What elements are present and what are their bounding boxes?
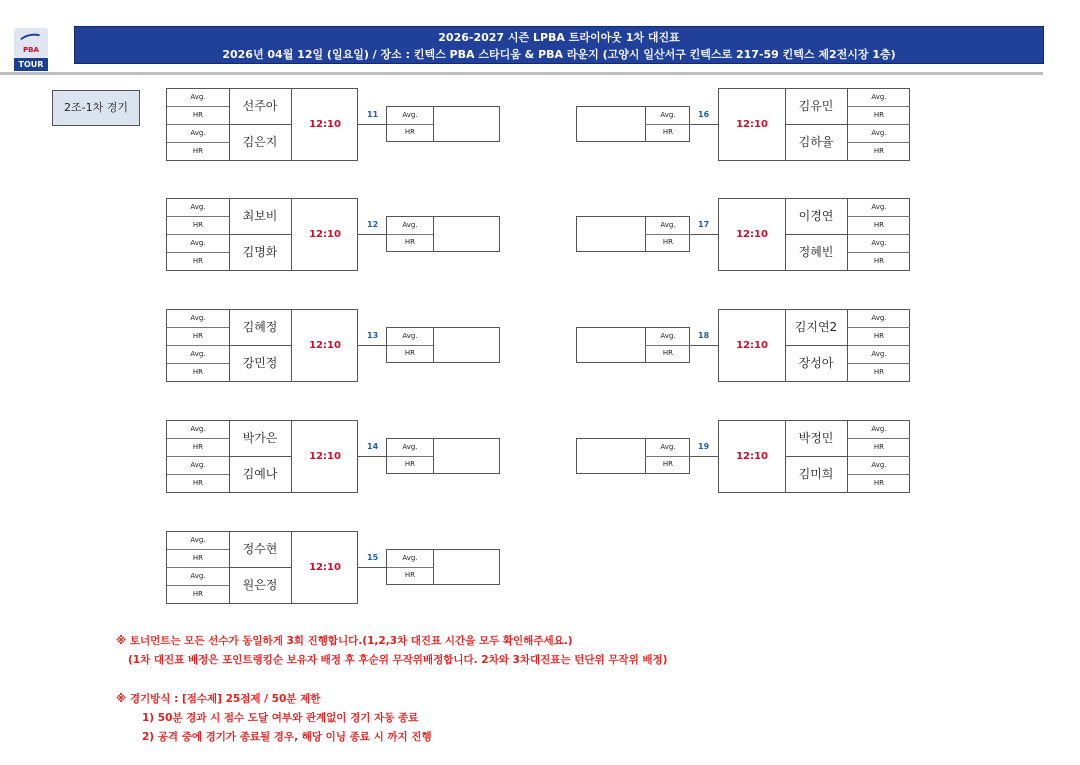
stat-label-avg: Avg. [848, 125, 910, 143]
match-grid [166, 198, 358, 271]
match-time: 12:10 [309, 119, 341, 130]
stat-label-hr: HR [192, 368, 204, 376]
match-number: 12 [367, 220, 379, 229]
winner-box [386, 438, 500, 474]
player-name: 정수현 [242, 542, 278, 556]
stat-label-avg: Avg. [167, 235, 229, 253]
stat-label-hr: HR [192, 479, 204, 487]
player-name: 박가은 [242, 431, 278, 445]
bracket-connector [358, 124, 386, 125]
stat-label-hr: HR [192, 147, 204, 155]
divider [433, 550, 434, 584]
stat-label-hr: HR [167, 107, 229, 125]
winner-box [576, 216, 690, 252]
match-14 [166, 420, 358, 493]
winner-box [386, 327, 500, 363]
divider [433, 328, 434, 362]
match-grid [166, 88, 358, 161]
match-number: 17 [698, 220, 710, 229]
match-time: 12:10 [309, 229, 341, 240]
player-name: 김지연2 [794, 320, 838, 334]
stat-label-hr: HR [873, 147, 885, 155]
header-banner [74, 26, 1044, 64]
match-number: 15 [367, 553, 379, 562]
stat-label-avg: Avg. [167, 346, 229, 364]
stat-label-hr: HR [662, 238, 674, 246]
match-11 [166, 88, 358, 161]
match-grid [166, 531, 358, 604]
stat-label-avg: Avg. [167, 125, 229, 143]
match-time: 12:10 [309, 562, 341, 573]
stat-label-avg: Avg. [848, 457, 910, 475]
player-name: 박정민 [798, 431, 834, 445]
stat-label-hr: HR [848, 439, 910, 457]
divider [433, 217, 434, 251]
match-time: 12:10 [736, 119, 768, 130]
stat-label-avg: Avg. [167, 89, 229, 107]
stat-label-avg: Avg. [167, 532, 229, 550]
stat-label-avg: Avg. [167, 421, 229, 439]
stat-label-avg: Avg. [645, 107, 691, 125]
match-time: 12:10 [309, 451, 341, 462]
match-15 [166, 531, 358, 604]
winner-box [386, 216, 500, 252]
stat-label-hr: HR [167, 217, 229, 235]
match-time: 12:10 [309, 340, 341, 351]
note-tournament: ※ 토너먼트는 모든 선수가 동일하게 3회 진행합니다.(1,2,3차 대진표 시간을 모두 확인해주세요.) [116, 635, 573, 647]
player-name: 이경연 [798, 209, 834, 223]
stat-label-hr: HR [167, 439, 229, 457]
bracket-connector [690, 456, 718, 457]
match-19 [718, 420, 910, 493]
page-title: 2026-2027 시즌 LPBA 트라이아웃 1차 대진표 [438, 31, 680, 44]
stat-label-avg: Avg. [645, 328, 691, 346]
player-name: 김하율 [798, 135, 834, 149]
match-number: 11 [367, 110, 379, 119]
match-grid [718, 198, 910, 271]
stat-label-hr: HR [848, 107, 910, 125]
match-time: 12:10 [736, 340, 768, 351]
stat-label-avg: Avg. [848, 346, 910, 364]
player-name: 최보비 [242, 209, 278, 223]
bracket-connector [358, 345, 386, 346]
match-grid [166, 420, 358, 493]
bracket-connector [358, 567, 386, 568]
bracket-connector [690, 124, 718, 125]
stat-label-avg: Avg. [645, 439, 691, 457]
stat-label-hr: HR [662, 460, 674, 468]
stat-label-hr: HR [404, 238, 416, 246]
winner-box [386, 549, 500, 585]
stat-label-avg: Avg. [387, 550, 433, 568]
stat-label-avg: Avg. [848, 310, 910, 328]
bracket-connector [690, 345, 718, 346]
match-number: 14 [367, 442, 379, 451]
note-rule-2: 2) 공격 중에 경기가 종료될 경우, 해당 이닝 종료 시 까지 진행 [142, 731, 432, 743]
match-number: 19 [698, 442, 710, 451]
page-subtitle: 2026년 04월 12일 (일요일) / 장소 : 킨텍스 PBA 스타디움 & PBA 라운지 (고양시 일산서구 킨텍스로 217-59 킨텍스 제2전시장 1층) [222, 48, 896, 61]
stat-label-hr: HR [873, 257, 885, 265]
divider [433, 439, 434, 473]
note-format: ※ 경기방식 : [점수제] 25점제 / 50분 제한 [116, 693, 321, 705]
note-assignment: (1차 대진표 배정은 포인트랭킹순 보유자 배정 후 후순위 무작위배정합니다. 2차와 3차대진표는 턴단위 무작위 배정) [128, 654, 668, 666]
header-divider [0, 72, 1043, 75]
player-name: 김혜정 [242, 320, 278, 334]
match-13 [166, 309, 358, 382]
note-rule-1: 1) 50분 경과 시 점수 도달 여부와 관계없이 경기 자동 종료 [142, 712, 419, 724]
player-name: 원은정 [242, 578, 278, 592]
player-name: 김미희 [798, 467, 834, 481]
match-16 [718, 88, 910, 161]
stat-label-hr: HR [873, 368, 885, 376]
stat-label-avg: Avg. [387, 328, 433, 346]
stat-label-avg: Avg. [848, 89, 910, 107]
player-name: 정혜빈 [798, 245, 834, 259]
stat-label-avg: Avg. [387, 439, 433, 457]
stat-label-hr: HR [167, 550, 229, 568]
stat-label-avg: Avg. [167, 457, 229, 475]
stat-label-hr: HR [662, 349, 674, 357]
stat-label-hr: HR [167, 328, 229, 346]
stat-label-hr: HR [404, 460, 416, 468]
player-name: 김예나 [242, 467, 278, 481]
match-time: 12:10 [736, 229, 768, 240]
stat-label-avg: Avg. [387, 107, 433, 125]
match-number: 16 [698, 110, 710, 119]
stat-label-avg: Avg. [167, 199, 229, 217]
stat-label-avg: Avg. [848, 199, 910, 217]
bracket-connector [690, 234, 718, 235]
logo-tour-text: TOUR [14, 58, 48, 71]
bracket-connector [358, 456, 386, 457]
match-grid [718, 420, 910, 493]
player-name: 강민정 [242, 356, 278, 370]
winner-box [576, 106, 690, 142]
player-name: 장성아 [798, 356, 834, 370]
stat-label-avg: Avg. [848, 421, 910, 439]
winner-box [576, 327, 690, 363]
player-name: 선주아 [242, 99, 278, 113]
stat-label-hr: HR [192, 590, 204, 598]
winner-box [576, 438, 690, 474]
match-17 [718, 198, 910, 271]
winner-box [386, 106, 500, 142]
player-name: 김유민 [798, 99, 834, 113]
stat-label-avg: Avg. [167, 310, 229, 328]
match-number: 18 [698, 331, 710, 340]
player-name: 김은지 [242, 135, 278, 149]
stat-label-avg: Avg. [645, 217, 691, 235]
pba-tour-logo [14, 28, 48, 72]
player-name: 김명화 [242, 245, 278, 259]
match-18 [718, 309, 910, 382]
stat-label-hr: HR [848, 217, 910, 235]
match-12 [166, 198, 358, 271]
stat-label-avg: Avg. [167, 568, 229, 586]
bracket-connector [358, 234, 386, 235]
group-label: 2조-1차 경기 [52, 90, 140, 126]
match-grid [718, 88, 910, 161]
match-grid [718, 309, 910, 382]
logo-pba-text: PBA [23, 46, 39, 54]
stat-label-hr: HR [404, 349, 416, 357]
stat-label-hr: HR [404, 571, 416, 579]
match-grid [166, 309, 358, 382]
divider [433, 107, 434, 141]
stat-label-avg: Avg. [387, 217, 433, 235]
stat-label-hr: HR [404, 128, 416, 136]
stat-label-hr: HR [662, 128, 674, 136]
stat-label-hr: HR [192, 257, 204, 265]
match-time: 12:10 [736, 451, 768, 462]
stat-label-hr: HR [873, 479, 885, 487]
match-number: 13 [367, 331, 379, 340]
stat-label-hr: HR [848, 328, 910, 346]
stat-label-avg: Avg. [848, 235, 910, 253]
